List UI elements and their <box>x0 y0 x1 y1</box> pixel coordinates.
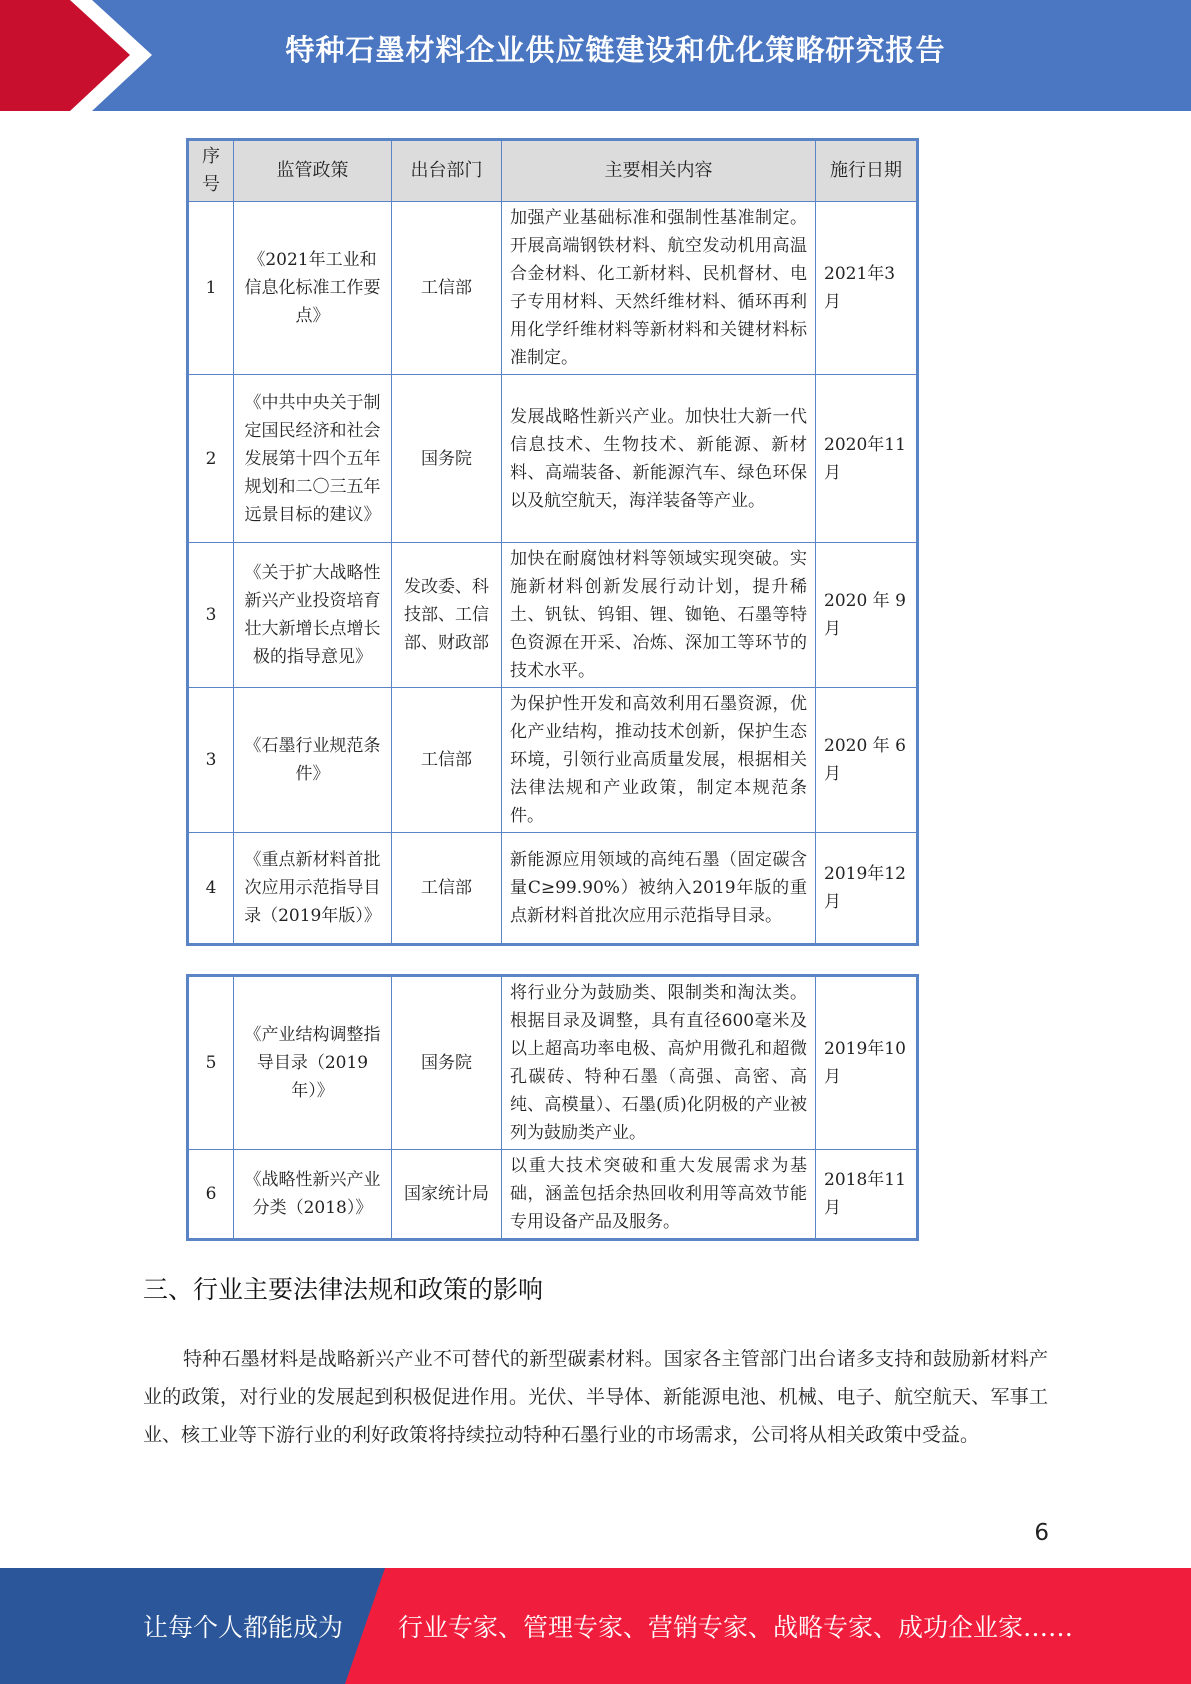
cell-content: 加快在耐腐蚀材料等领域实现突破。实施新材料创新发展行动计划，提升稀土、钒钛、钨钼、锂、铷铯、石墨等特色资源在开采、冶炼、深加工等环节的技术水平。 <box>502 543 816 688</box>
cell-policy: 《关于扩大战略性新兴产业投资培育壮大新增长点增长极的指导意见》 <box>234 543 392 688</box>
policy-table-2 <box>186 974 919 1241</box>
table-row <box>188 833 918 945</box>
footer-slogan-left: 让每个人都能成为 <box>143 1613 344 1642</box>
cell-content: 新能源应用领域的高纯石墨（固定碳含量C≥99.90%）被纳入2019年版的重点新材料首批次应用示范指导目录。 <box>502 833 816 945</box>
cell-date: 2021年3月 <box>816 202 918 375</box>
cell-content: 以重大技术突破和重大发展需求为基础，涵盖包括余热回收利用等高效节能专用设备产品及服务。 <box>502 1150 816 1240</box>
cell-no: 1 <box>188 202 234 375</box>
cell-date: 2019年10月 <box>816 976 918 1150</box>
header-dept: 出台部门 <box>392 140 502 202</box>
cell-policy: 《中共中央关于制定国民经济和社会发展第十四个五年规划和二〇三五年远景目标的建议》 <box>234 375 392 543</box>
cell-content: 加强产业基础标准和强制性基准制定。开展高端钢铁材料、航空发动机用高温合金材料、化工新材料、民机督材、电子专用材料、天然纤维材料、循环再利用化学纤维材料等新材料和关键材料标准制定。 <box>502 202 816 375</box>
table-row <box>188 202 918 375</box>
cell-no: 3 <box>188 543 234 688</box>
cell-policy: 《石墨行业规范条件》 <box>234 688 392 833</box>
cell-dept: 发改委、科技部、工信部、财政部 <box>392 543 502 688</box>
policy-table-1 <box>186 138 919 946</box>
cell-date: 2018年11月 <box>816 1150 918 1240</box>
cell-date: 2020年11月 <box>816 375 918 543</box>
cell-content: 将行业分为鼓励类、限制类和淘汰类。根据目录及调整，具有直径600毫米及以上超高功率电极、高炉用微孔和超微孔碳砖、特种石墨（高强、高密、高纯、高模量）、石墨(质)化阴极的产业被列为鼓励类产业。 <box>502 976 816 1150</box>
page-footer <box>0 1568 1191 1684</box>
cell-no: 6 <box>188 1150 234 1240</box>
page-number: 6 <box>1034 1520 1049 1546</box>
cell-content: 为保护性开发和高效利用石墨资源，优化产业结构，推动技术创新，保护生态环境，引领行业高质量发展，根据相关法律法规和产业政策，制定本规范条件。 <box>502 688 816 833</box>
table-row <box>188 375 918 543</box>
header-policy: 监管政策 <box>234 140 392 202</box>
cell-policy: 《产业结构调整指导目录（2019年）》 <box>234 976 392 1150</box>
cell-no: 2 <box>188 375 234 543</box>
cell-dept: 国务院 <box>392 375 502 543</box>
header-content: 主要相关内容 <box>502 140 816 202</box>
header-title: 特种石墨材料企业供应链建设和优化策略研究报告 <box>285 33 946 67</box>
page-header <box>0 0 1191 111</box>
table-row <box>188 1150 918 1240</box>
table-row <box>188 976 918 1150</box>
cell-dept: 工信部 <box>392 688 502 833</box>
cell-dept: 国务院 <box>392 976 502 1150</box>
cell-no: 5 <box>188 976 234 1150</box>
table-row <box>188 688 918 833</box>
cell-date: 2019年12月 <box>816 833 918 945</box>
cell-date: 2020 年 6月 <box>816 688 918 833</box>
footer-slogan-right: 行业专家、管理专家、营销专家、战略专家、成功企业家…… <box>398 1613 1074 1642</box>
cell-dept: 国家统计局 <box>392 1150 502 1240</box>
header-no: 序号 <box>188 140 234 202</box>
cell-dept: 工信部 <box>392 202 502 375</box>
cell-no: 4 <box>188 833 234 945</box>
cell-policy: 《2021年工业和信息化标准工作要点》 <box>234 202 392 375</box>
header-date: 施行日期 <box>816 140 918 202</box>
cell-policy: 《重点新材料首批次应用示范指导目录（2019年版）》 <box>234 833 392 945</box>
cell-no: 3 <box>188 688 234 833</box>
cell-date: 2020 年 9月 <box>816 543 918 688</box>
section-heading: 三、行业主要法律法规和政策的影响 <box>143 1275 544 1304</box>
cell-policy: 《战略性新兴产业分类（2018）》 <box>234 1150 392 1240</box>
table-header-row <box>188 140 918 202</box>
cell-content: 发展战略性新兴产业。加快壮大新一代信息技术、生物技术、新能源、新材料、高端装备、新能源汽车、绿色环保以及航空航天，海洋装备等产业。 <box>502 375 816 543</box>
cell-dept: 工信部 <box>392 833 502 945</box>
header-arrow-red <box>0 0 130 111</box>
section-paragraph: 特种石墨材料是战略新兴产业不可替代的新型碳素材料。国家各主管部门出台诸多支持和鼓励新材料产业的政策，对行业的发展起到积极促进作用。光伏、半导体、新能源电池、机械、电子、航空航天、军事工业、核工业等下游行业的利好政策将持续拉动特种石墨行业的市场需求，公司将从相关政策中受益。 <box>143 1348 1048 1446</box>
table-row <box>188 543 918 688</box>
